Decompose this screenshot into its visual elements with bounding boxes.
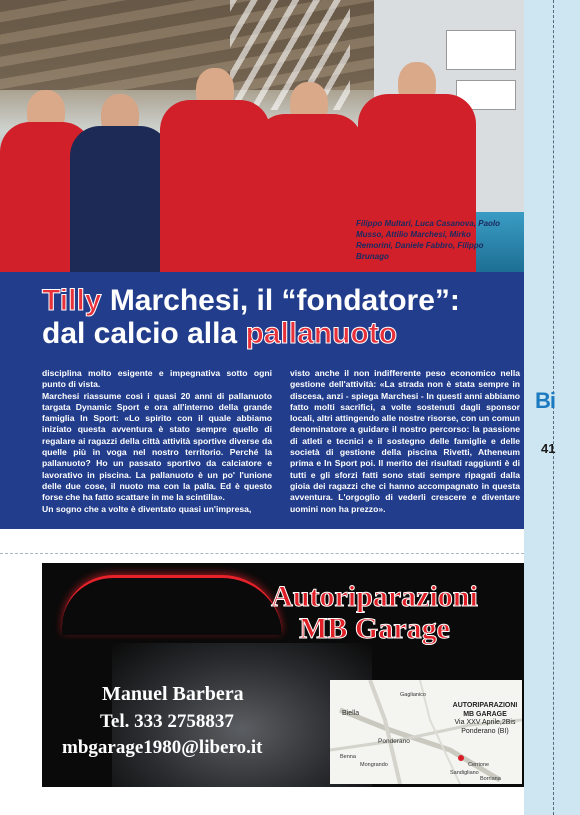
team-photo bbox=[0, 0, 524, 272]
person-figure bbox=[70, 94, 170, 272]
person-figure bbox=[255, 82, 363, 272]
ad-email: mbgarage1980@libero.it bbox=[62, 737, 263, 758]
photo-caption: Filippo Multari, Luca Casanova, Paolo Musso, Attilio Marchesi, Mirko Remorini, Daniele Fabbro, Filippo Brunago bbox=[356, 219, 501, 261]
title-highlight: Tilly bbox=[42, 284, 102, 317]
shop-line: Via XXV Aprile,2Bis bbox=[454, 719, 516, 726]
shop-line: Ponderano (BI) bbox=[461, 727, 509, 735]
ad-phone: Tel. 333 2758837 bbox=[100, 711, 234, 732]
article-title bbox=[42, 284, 512, 350]
garage-advertisement bbox=[42, 563, 524, 787]
title-highlight: pallanuoto bbox=[245, 317, 398, 350]
map-place: Ponderano bbox=[378, 738, 410, 745]
shop-line: AUTORIPARAZIONI bbox=[452, 702, 518, 709]
person-body bbox=[70, 126, 170, 272]
article-column-1: disciplina molto esigente e impegnativa sotto ogni punto di vista. Marchesi riassume così i quasi 20 anni di pallanuoto targata Dynamic Sport e ora all'interno della grande famiglia In Sport: «Lo spirito con il quale abbiamo iniziato questa avventura è stato sempre quello di regalare ai ragazzi della città attività sportive diverse da quelle più in voga nel nostro territorio. Perché la pallanuoto? Ho un passato sportivo da calciatore e lavorativo in piscina. La pallanuoto è un po' l'unione delle due cose, il nuoto ma con la palla. Ed è questo forse che ha fatto scattare in me la scintilla». Un sogno che a volte è diventato quasi un'impresa, bbox=[42, 368, 272, 514]
map-place: Biella bbox=[342, 710, 360, 717]
map-pin-icon bbox=[458, 755, 464, 761]
magazine-logo: Bi bbox=[535, 388, 555, 413]
ad-title-line: Autoriparazioni bbox=[271, 580, 478, 613]
ad-title bbox=[232, 581, 517, 645]
ad-title-line: MB Garage bbox=[299, 612, 450, 645]
map-place: Borriana bbox=[480, 776, 501, 782]
map-place: Sandigliano bbox=[450, 770, 479, 776]
map-place: Mongrando bbox=[360, 762, 388, 768]
person-body bbox=[255, 114, 363, 272]
map-place: Cerrione bbox=[468, 762, 490, 768]
ad-contact-name: Manuel Barbera bbox=[102, 683, 244, 705]
title-text: dal calcio alla bbox=[42, 317, 246, 350]
title-text: Marchesi, il “fondatore”: bbox=[101, 284, 460, 317]
page-number: 41 bbox=[541, 441, 556, 456]
map-place: Gaglianico bbox=[400, 692, 426, 698]
person-body bbox=[160, 100, 270, 272]
shop-line: MB GARAGE bbox=[463, 710, 507, 718]
location-map bbox=[330, 680, 522, 784]
section-divider bbox=[0, 553, 524, 554]
map-shop-label bbox=[450, 702, 520, 736]
article-body bbox=[42, 368, 520, 515]
map-place: Benna bbox=[340, 754, 356, 760]
person-figure bbox=[160, 68, 270, 272]
article-column-2: visto anche il non indifferente peso economico nella gestione dell'attività: «La strada non è stata sempre in discesa, anzi - spiega Marchesi - In questi anni abbiamo fatto molti sacrifici, a volte sostenuti dagli sponsor locali, altri attingendo alle nostre risorse, con un comun denominatore a guidare il nostro percorso: la passione di atleti e tecnici e il sostegno delle famiglie e delle società di gestione della piscina Rivetti, Atheneum prima e In Sport poi. Il merito dei risultati raggiunti è di tutti e gli sforzi fatti sono stati sempre ripagati dalla gioia dei ragazzi che ci hanno accompagnato in questa avventura. L'orgoglio di vederli crescere e diventare uomini non ha prezzo». bbox=[290, 368, 520, 514]
